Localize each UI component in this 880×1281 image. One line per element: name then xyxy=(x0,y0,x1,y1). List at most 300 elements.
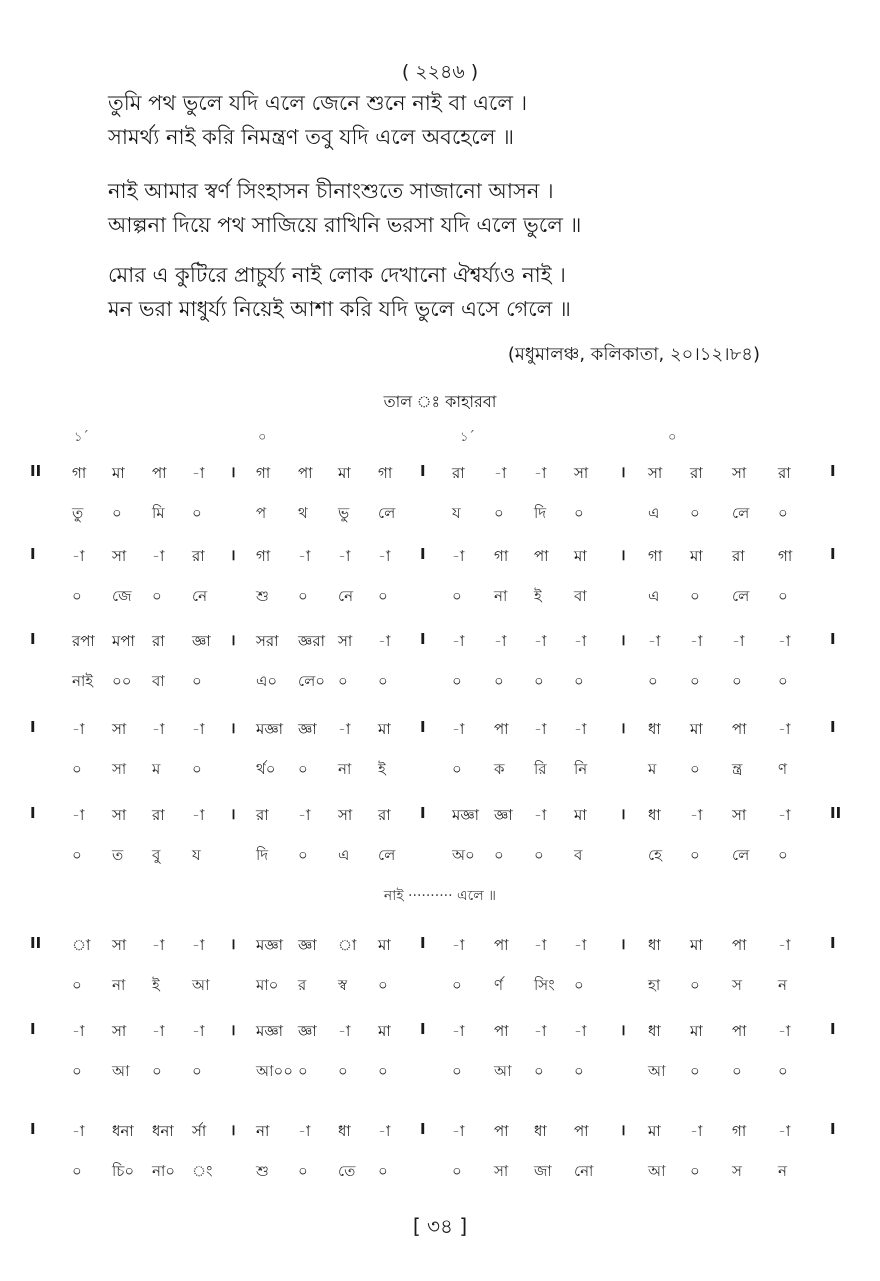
note: না xyxy=(256,1122,270,1140)
syllable: নে xyxy=(192,587,208,605)
note: -া xyxy=(298,806,311,824)
bar-line: । xyxy=(620,631,626,649)
note: পা xyxy=(732,936,747,954)
syllable: এ xyxy=(648,504,660,522)
bar-line: I xyxy=(30,545,36,563)
bar-line: I xyxy=(30,1120,36,1138)
syllable: ০ xyxy=(72,846,82,864)
syllable: ০ xyxy=(648,672,658,690)
syllable: ০ xyxy=(778,846,788,864)
note: গা xyxy=(72,464,87,482)
syllable: ০ xyxy=(452,1062,462,1080)
note: -া xyxy=(534,720,547,738)
note: -া xyxy=(192,806,205,824)
syllable: ০ xyxy=(690,672,700,690)
syllable-row xyxy=(0,1160,880,1190)
note: মজ্ঞা xyxy=(256,936,284,954)
note: -া xyxy=(338,547,351,565)
note: -া xyxy=(690,1122,703,1140)
note: জ্ঞরা xyxy=(298,632,325,650)
syllable: না xyxy=(112,976,126,994)
syllable-row xyxy=(0,974,880,1004)
syllable: ০ xyxy=(732,1062,742,1080)
syllable: ০ xyxy=(338,672,348,690)
note: -া xyxy=(534,632,547,650)
syllable: ০ xyxy=(778,1062,788,1080)
note: পা xyxy=(494,1022,509,1040)
bar-line: I xyxy=(830,462,836,480)
syllable: ০ xyxy=(192,672,202,690)
notation-row xyxy=(0,545,880,575)
note: -া xyxy=(452,547,465,565)
syllable: অ০ xyxy=(452,846,475,864)
note: সরা xyxy=(256,632,279,650)
syllable: ০ xyxy=(452,760,462,778)
bar-line: II xyxy=(30,934,42,952)
syllable: ০ xyxy=(534,1062,544,1080)
bar-line: I xyxy=(30,804,36,822)
note: রা xyxy=(192,547,205,565)
note: -া xyxy=(574,720,587,738)
bar-line: । xyxy=(620,719,626,737)
syllable: ণ xyxy=(778,760,788,778)
note: -া xyxy=(72,806,85,824)
syllable: ০ xyxy=(452,672,462,690)
syllable: ০ xyxy=(690,1062,700,1080)
note: মজ্ঞা xyxy=(452,806,480,824)
syllable: বু xyxy=(152,846,161,864)
note: -া xyxy=(452,1122,465,1140)
syllable: ০ xyxy=(452,587,462,605)
bar-line: I xyxy=(830,630,836,648)
syllable: মা০ xyxy=(256,976,279,994)
syllable: ০ xyxy=(72,976,82,994)
note: পা xyxy=(494,720,509,738)
beat-mark: ০ xyxy=(258,430,267,445)
note: গা xyxy=(378,464,393,482)
syllable: ০ xyxy=(338,1062,348,1080)
note: পা xyxy=(574,1122,589,1140)
note: -া xyxy=(778,720,791,738)
note: -া xyxy=(152,720,165,738)
syllable: ন xyxy=(778,976,787,994)
bar-line: I xyxy=(420,545,426,563)
note: গা xyxy=(256,464,271,482)
note: -া xyxy=(192,464,205,482)
bar-line: । xyxy=(230,631,236,649)
syllable: ০ xyxy=(778,672,788,690)
note: মা xyxy=(378,720,391,738)
note: -া xyxy=(452,1022,465,1040)
syllable: তু xyxy=(72,504,84,522)
syllable: স xyxy=(732,1162,742,1180)
bar-line: । xyxy=(230,1121,236,1139)
syllable: ০ xyxy=(732,672,742,690)
syllable: না xyxy=(338,760,352,778)
bar-line: । xyxy=(230,805,236,823)
note: ধা xyxy=(648,720,661,738)
lyric-line: আল্পনা দিয়ে পথ সাজিয়ে রাখিনি ভরসা যদি এলে ভুলে ॥ xyxy=(108,213,582,237)
bar-line: । xyxy=(620,935,626,953)
note: -া xyxy=(72,547,85,565)
bar-line: I xyxy=(420,718,426,736)
lyrics-stanza-3 xyxy=(108,258,808,326)
syllable: লে xyxy=(732,587,750,605)
syllable: চি০ xyxy=(112,1162,135,1180)
note: -া xyxy=(534,464,547,482)
syllable: মি xyxy=(152,504,165,522)
note: ধনা xyxy=(152,1122,174,1140)
taal-heading: তাল ঃ কাহারবা xyxy=(383,392,497,411)
syllable: শু xyxy=(256,587,269,605)
bar-line: । xyxy=(620,805,626,823)
note: মা xyxy=(574,806,587,824)
song-number: ( ২২৪৬ ) xyxy=(401,61,479,83)
note: গা xyxy=(778,547,793,565)
notation-row xyxy=(0,1120,880,1150)
syllable: ০ xyxy=(298,1162,308,1180)
syllable: লে xyxy=(732,504,750,522)
bar-line: I xyxy=(30,1020,36,1038)
note: -া xyxy=(690,806,703,824)
syllable: জা xyxy=(534,1162,552,1180)
note: রা xyxy=(452,464,465,482)
note: -া xyxy=(452,936,465,954)
syllable: হে xyxy=(648,846,662,864)
note: -া xyxy=(72,720,85,738)
bar-line: । xyxy=(230,546,236,564)
note: মা xyxy=(112,464,125,482)
bar-line: । xyxy=(230,719,236,737)
syllable: ত xyxy=(112,846,124,864)
note: জ্ঞা xyxy=(192,632,211,650)
bar-line: I xyxy=(830,934,836,952)
syllable: ম xyxy=(152,760,161,778)
beat-marks xyxy=(0,428,880,450)
syllable: লে০ xyxy=(298,672,326,690)
syllable-row xyxy=(0,1060,880,1090)
syllable: ০ xyxy=(690,1162,700,1180)
note: পা xyxy=(494,1122,509,1140)
note: -া xyxy=(778,1022,791,1040)
syllable: আ xyxy=(494,1062,512,1080)
bar-line: I xyxy=(830,545,836,563)
note: -া xyxy=(778,806,791,824)
note: রা xyxy=(256,806,269,824)
note: জ্ঞা xyxy=(298,720,317,738)
source-citation: (মধুমালঞ্চ, কলিকাতা, ২০।১২।৮৪) xyxy=(507,344,760,365)
syllable: আ xyxy=(648,1062,666,1080)
syllable: সা xyxy=(494,1162,509,1180)
syllable: লে xyxy=(378,504,396,522)
syllable: ০ xyxy=(690,760,700,778)
syllable: দি xyxy=(534,504,547,522)
note: পা xyxy=(494,936,509,954)
syllable: ০ xyxy=(152,587,162,605)
syllable: ০ xyxy=(192,760,202,778)
syllable: ০ xyxy=(690,587,700,605)
syllable-row xyxy=(0,502,880,532)
syllable: সিং xyxy=(534,976,555,994)
note: ধা xyxy=(648,936,661,954)
note: পা xyxy=(732,720,747,738)
lyrics-stanza-1 xyxy=(108,86,808,154)
note: পা xyxy=(298,464,313,482)
syllable: না xyxy=(494,587,508,605)
syllable: নো xyxy=(574,1162,594,1180)
syllable: ০ xyxy=(778,587,788,605)
syllable: শু xyxy=(256,1162,269,1180)
note: মজ্ঞা xyxy=(256,1022,284,1040)
note: সা xyxy=(338,632,353,650)
syllable: দি xyxy=(256,846,269,864)
syllable: ই xyxy=(378,760,386,778)
syllable: হা xyxy=(648,976,661,994)
syllable: ০ xyxy=(452,976,462,994)
bar-line: II xyxy=(830,804,842,822)
bar-line: I xyxy=(420,804,426,822)
note: -া xyxy=(72,1022,85,1040)
syllable: য xyxy=(452,504,461,522)
lyric-line: মন ভরা মাধুর্য্য নিয়েই আশা করি যদি ভুলে এসে গেলে ॥ xyxy=(108,297,571,321)
note: মা xyxy=(378,936,391,954)
syllable: লে xyxy=(378,846,396,864)
notation-row xyxy=(0,804,880,834)
note: মা xyxy=(690,936,703,954)
notation-row xyxy=(0,630,880,660)
syllable: ০ xyxy=(378,672,388,690)
syllable: লে xyxy=(732,846,750,864)
note: সা xyxy=(112,936,127,954)
syllable: ০ xyxy=(298,1062,308,1080)
syllable: ০ xyxy=(298,846,308,864)
syllable: ভু xyxy=(338,504,350,522)
syllable: বা xyxy=(152,672,165,690)
note: রা xyxy=(690,464,703,482)
note: -া xyxy=(494,464,507,482)
note: সা xyxy=(732,464,747,482)
note: -া xyxy=(298,1122,311,1140)
syllable: স্ব xyxy=(338,976,348,994)
note: গা xyxy=(732,1122,747,1140)
bar-line: II xyxy=(30,462,42,480)
note: মজ্ঞা xyxy=(256,720,284,738)
syllable: ০ xyxy=(690,976,700,994)
notation-row xyxy=(0,462,880,492)
note: -া xyxy=(452,720,465,738)
beat-mark: ১´ xyxy=(74,430,89,445)
note: -া xyxy=(732,632,745,650)
syllable: ০ xyxy=(494,504,504,522)
note: -া xyxy=(778,632,791,650)
note: মা xyxy=(574,547,587,565)
bar-line: । xyxy=(620,1121,626,1139)
bar-line: I xyxy=(420,1020,426,1038)
syllable: তে xyxy=(338,1162,356,1180)
note: মা xyxy=(690,547,703,565)
syllable: নে xyxy=(338,587,354,605)
syllable: ন xyxy=(778,1162,787,1180)
note: মা xyxy=(378,1022,391,1040)
syllable: ০ xyxy=(534,672,544,690)
note: -া xyxy=(72,1122,85,1140)
page-number: [ ৩৪ ] xyxy=(412,1214,468,1238)
note: -া xyxy=(152,547,165,565)
lyric-line: তুমি পথ ভুলে যদি এলে জেনে শুনে নাই বা এলে । xyxy=(108,91,528,115)
syllable: ০০ xyxy=(112,672,132,690)
syllable: ০ xyxy=(72,1162,82,1180)
syllable: ক xyxy=(494,760,505,778)
note: সা xyxy=(648,464,663,482)
syllable: র্ণ xyxy=(494,976,504,994)
note: পা xyxy=(732,1022,747,1040)
syllable: ০ xyxy=(192,504,202,522)
note: -া xyxy=(648,632,661,650)
beat-mark: ০ xyxy=(668,430,677,445)
note: রা xyxy=(732,547,745,565)
note: রা xyxy=(152,806,165,824)
note: গা xyxy=(648,547,663,565)
note: -া xyxy=(378,547,391,565)
syllable: ০ xyxy=(72,1062,82,1080)
syllable: নি xyxy=(574,760,588,778)
syllable: এ xyxy=(338,846,350,864)
syllable: ই xyxy=(152,976,160,994)
bar-line: I xyxy=(420,934,426,952)
note: া xyxy=(72,936,91,954)
syllable: য xyxy=(192,846,201,864)
syllable: এ০ xyxy=(256,672,278,690)
bar-line: । xyxy=(230,1021,236,1039)
section-label: নাই ·········· এলে ॥ xyxy=(383,888,497,904)
note: রা xyxy=(378,806,391,824)
syllable: ব xyxy=(574,846,583,864)
lyrics-stanza-2 xyxy=(108,174,808,242)
note: -া xyxy=(192,1022,205,1040)
bar-line: I xyxy=(30,718,36,736)
bar-line: I xyxy=(830,1120,836,1138)
bar-line: । xyxy=(230,463,236,481)
note: -া xyxy=(534,936,547,954)
syllable-row xyxy=(0,758,880,788)
syllable: ০ xyxy=(378,1062,388,1080)
syllable: র্থ০ xyxy=(256,760,276,778)
note: -া xyxy=(192,720,205,738)
note: সা xyxy=(112,1022,127,1040)
syllable: ০ xyxy=(574,672,584,690)
note: মপা xyxy=(112,632,135,650)
note: সা xyxy=(112,806,127,824)
bar-line: । xyxy=(620,463,626,481)
syllable-row xyxy=(0,844,880,874)
syllable: ০ xyxy=(72,760,82,778)
note: রপা xyxy=(72,632,95,650)
note: গা xyxy=(494,547,509,565)
note: া xyxy=(338,936,357,954)
syllable: র xyxy=(298,976,307,994)
note: -া xyxy=(574,632,587,650)
syllable: আ xyxy=(112,1062,130,1080)
syllable: ০ xyxy=(378,1162,388,1180)
syllable: ন্ত্র xyxy=(732,760,743,778)
syllable: আ xyxy=(648,1162,666,1180)
note: ধনা xyxy=(112,1122,134,1140)
syllable: ম xyxy=(648,760,657,778)
syllable: ০ xyxy=(378,976,388,994)
note: মা xyxy=(690,720,703,738)
note: -া xyxy=(574,1022,587,1040)
syllable: আ xyxy=(192,976,210,994)
bar-line: I xyxy=(830,1020,836,1038)
syllable: ০ xyxy=(298,587,308,605)
lyric-line: সামর্থ্য নাই করি নিমন্ত্রণ তবু যদি এলে অবহেলে ॥ xyxy=(108,125,514,149)
beat-mark: ১´ xyxy=(460,430,475,445)
notation-row xyxy=(0,1020,880,1050)
syllable: বা xyxy=(574,587,587,605)
note: র্সা xyxy=(192,1122,207,1140)
note: -া xyxy=(778,936,791,954)
syllable: ০ xyxy=(574,1062,584,1080)
note: -া xyxy=(452,632,465,650)
note: মা xyxy=(648,1122,661,1140)
note: -া xyxy=(152,1022,165,1040)
bar-line: । xyxy=(620,1021,626,1039)
bar-line: । xyxy=(230,935,236,953)
note: রা xyxy=(778,464,791,482)
note: -া xyxy=(534,1022,547,1040)
syllable: ০ xyxy=(298,760,308,778)
note: -া xyxy=(192,936,205,954)
bar-line: । xyxy=(620,546,626,564)
syllable: থ xyxy=(298,504,308,522)
note: সা xyxy=(338,806,353,824)
syllable: রি xyxy=(534,760,547,778)
note: -া xyxy=(574,936,587,954)
syllable: ০ xyxy=(452,1162,462,1180)
note: -া xyxy=(534,806,547,824)
syllable: ০ xyxy=(778,504,788,522)
note: সা xyxy=(732,806,747,824)
note: ধা xyxy=(648,1022,661,1040)
note: -া xyxy=(778,1122,791,1140)
note: মা xyxy=(690,1022,703,1040)
syllable-row xyxy=(0,585,880,615)
note: জ্ঞা xyxy=(494,806,513,824)
syllable: সা xyxy=(112,760,127,778)
note: ধা xyxy=(648,806,661,824)
note: ধা xyxy=(338,1122,351,1140)
syllable: ০ xyxy=(574,976,584,994)
notation-row xyxy=(0,718,880,748)
syllable: ০ xyxy=(534,846,544,864)
note: -া xyxy=(378,632,391,650)
note: সা xyxy=(112,547,127,565)
note: সা xyxy=(112,720,127,738)
note: পা xyxy=(152,464,167,482)
syllable-row xyxy=(0,670,880,700)
note: ধা xyxy=(534,1122,547,1140)
syllable: ০ xyxy=(690,504,700,522)
note: গা xyxy=(256,547,271,565)
note: মা xyxy=(338,464,351,482)
syllable: ০ xyxy=(378,587,388,605)
note: পা xyxy=(534,547,549,565)
note: জ্ঞা xyxy=(298,936,317,954)
lyric-line: মোর এ কুটিরে প্রাচুর্য্য নাই লোক দেখানো ঐশ্বর্য্যও নাই । xyxy=(108,263,566,287)
syllable: না০ xyxy=(152,1162,176,1180)
syllable: নাই xyxy=(72,672,94,690)
note: -া xyxy=(338,720,351,738)
